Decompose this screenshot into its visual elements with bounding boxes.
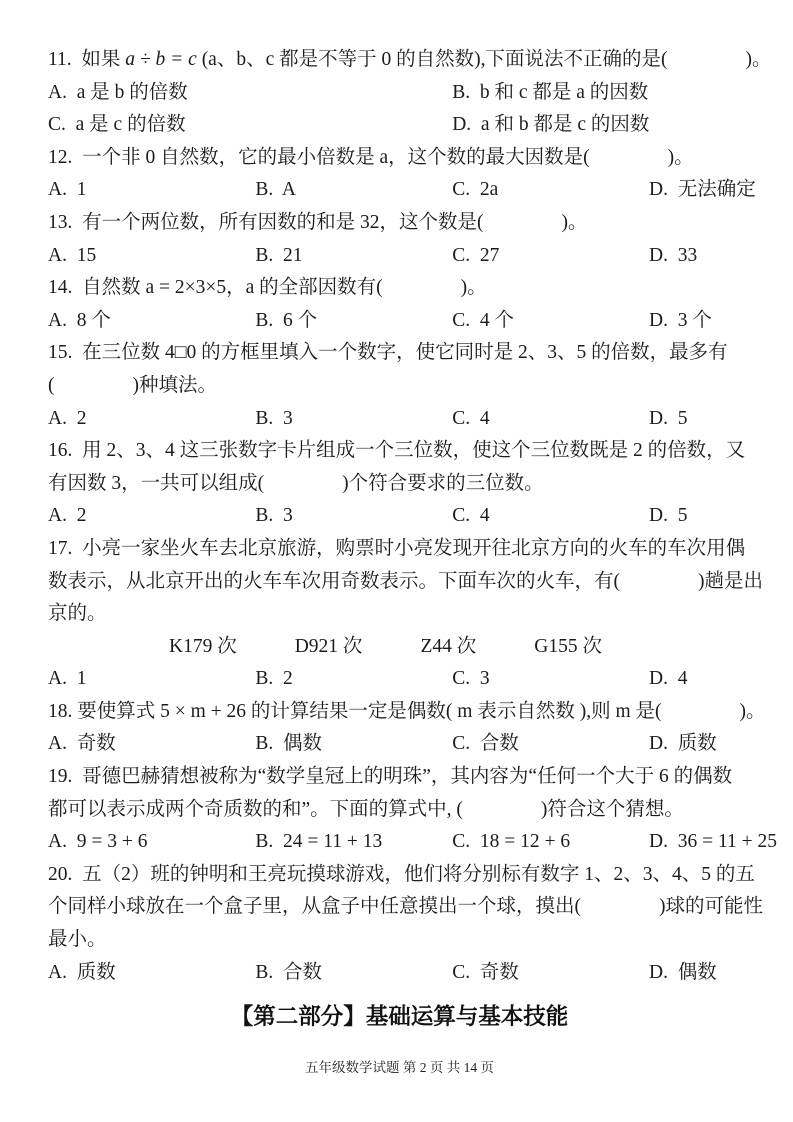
question-17-option-b: B. 2 <box>255 668 293 690</box>
question-20-option-d: D. 偶数 <box>649 961 717 983</box>
question-17-stem-line-2: 数表示，从北京开出的火车车次用奇数表示。下面车次的火车，有( )趟是出 <box>48 570 763 592</box>
question-20-stem-line-2: 个同样小球放在一个盒子里，从盒子中任意摸出一个球，摸出( )球的可能性 <box>48 896 763 918</box>
question-16-stem-line-1: 16. 用 2、3、4 这三张数字卡片组成一个三位数，使这个三位数既是 2 的倍数，又 <box>48 440 746 462</box>
question-14-options-row <box>48 305 751 338</box>
page-footer: 五年级数学试题 第 2 页 共 14 页 <box>305 1060 494 1076</box>
question-15-options-row <box>48 403 751 436</box>
question-14-option-d: D. 3 个 <box>649 309 712 331</box>
question-13-options-row <box>48 240 751 273</box>
question-13-option-c: C. 27 <box>452 244 500 266</box>
question-15-option-a: A. 2 <box>48 407 87 429</box>
question-17-option-d: D. 4 <box>649 668 688 690</box>
question-11-stem-suffix: (a、b、c 都是不等于 0 的自然数),下面说法不正确的是( )。 <box>196 49 772 70</box>
question-19-stem-line-1: 19. 哥德巴赫猜想被称为“数学皇冠上的明珠”，其内容为“任何一个大于 6 的偶数 <box>48 766 733 788</box>
question-12-option-d: D. 无法确定 <box>649 179 756 201</box>
section-title: 【第二部分】基础运算与基本技能 <box>230 1004 569 1030</box>
question-18-options-row <box>48 728 751 761</box>
question-12-stem: 12. 一个非 0 自然数，它的最小倍数是 a，这个数的最大因数是( )。 <box>48 146 694 168</box>
question-16-option-b: B. 3 <box>255 505 293 527</box>
question-11-option-d: D. a 和 b 都是 c 的因数 <box>452 114 650 136</box>
question-15-stem-line-1: 15. 在三位数 4□0 的方框里填入一个数字，使它同时是 2、3、5 的倍数，最多有 <box>48 342 728 364</box>
question-20-option-b: B. 合数 <box>255 961 323 983</box>
question-19-options-row <box>48 826 778 859</box>
question-17-options-row <box>48 663 751 696</box>
question-17-option-a: A. 1 <box>48 668 87 690</box>
question-14-option-c: C. 4 个 <box>452 309 514 331</box>
question-17-stem-line-3: 京的。 <box>48 603 107 625</box>
question-12-option-b: B. A <box>255 179 297 201</box>
question-12-option-c: C. 2a <box>452 179 499 201</box>
question-18-option-b: B. 偶数 <box>255 733 323 755</box>
train-number-k179: K179 次 <box>169 635 237 657</box>
question-11-option-c: C. a 是 c 的倍数 <box>48 114 186 136</box>
question-19-stem-line-2: 都可以表示成两个奇质数的和”。下面的算式中, ( )符合这个猜想。 <box>48 798 684 820</box>
question-11-stem <box>48 44 772 77</box>
question-11-option-b: B. b 和 c 都是 a 的因数 <box>452 81 649 103</box>
question-20-options-row <box>48 957 751 990</box>
question-20-stem-line-3: 最小。 <box>48 929 107 951</box>
train-number-z44: Z44 次 <box>420 635 477 657</box>
train-number-g155: G155 次 <box>534 635 602 657</box>
question-11-options-row-1 <box>48 77 751 110</box>
question-11-options-row-2 <box>48 109 751 142</box>
question-18-option-c: C. 合数 <box>452 733 519 755</box>
question-12-option-a: A. 1 <box>48 179 87 201</box>
question-13-option-d: D. 33 <box>649 244 698 266</box>
question-15-option-b: B. 3 <box>255 407 293 429</box>
question-13-option-b: B. 21 <box>255 244 303 266</box>
question-15-option-d: D. 5 <box>649 407 688 429</box>
question-18-option-d: D. 质数 <box>649 733 717 755</box>
question-19-option-d: D. 36 = 11 + 25 <box>649 831 778 853</box>
question-15-option-c: C. 4 <box>452 407 490 429</box>
question-11-math-expression: a ÷ b = c <box>125 49 197 70</box>
question-17-stem-line-1: 17. 小亮一家坐火车去北京旅游，购票时小亮发现开往北京方向的火车的车次用偶 <box>48 537 746 559</box>
question-20-option-a: A. 质数 <box>48 961 116 983</box>
question-18-stem: 18. 要使算式 5 × m + 26 的计算结果一定是偶数( m 表示自然数 ),则 m 是( )。 <box>48 700 766 722</box>
question-20-stem-line-1: 20. 五（2）班的钟明和王亮玩摸球游戏，他们将分别标有数字 1、2、3、4、5 的五 <box>48 863 755 885</box>
question-14-option-b: B. 6 个 <box>255 309 318 331</box>
question-16-option-a: A. 2 <box>48 505 87 527</box>
question-16-options-row <box>48 500 751 533</box>
question-16-option-c: C. 4 <box>452 505 490 527</box>
question-17-train-list <box>48 631 751 664</box>
question-19-option-b: B. 24 = 11 + 13 <box>255 831 383 853</box>
question-20-option-c: C. 奇数 <box>452 961 519 983</box>
question-18-option-a: A. 奇数 <box>48 733 116 755</box>
question-15-stem-line-2: ( )种填法。 <box>48 374 217 396</box>
question-16-stem-line-2: 有因数 3，一共可以组成( )个符合要求的三位数。 <box>48 472 544 494</box>
question-19-option-a: A. 9 = 3 + 6 <box>48 831 148 853</box>
question-13-option-a: A. 15 <box>48 244 97 266</box>
train-number-d921: D921 次 <box>294 635 363 657</box>
question-11-stem-prefix: 11. 如果 <box>48 49 126 70</box>
question-16-option-d: D. 5 <box>649 505 688 527</box>
question-17-option-c: C. 3 <box>452 668 490 690</box>
question-12-options-row <box>48 174 756 207</box>
question-19-option-c: C. 18 = 12 + 6 <box>452 831 571 853</box>
question-14-stem: 14. 自然数 a = 2×3×5，a 的全部因数有( )。 <box>48 277 487 299</box>
question-11-option-a: A. a 是 b 的倍数 <box>48 81 188 103</box>
question-13-stem: 13. 有一个两位数，所有因数的和是 32，这个数是( )。 <box>48 211 588 233</box>
question-14-option-a: A. 8 个 <box>48 309 111 331</box>
